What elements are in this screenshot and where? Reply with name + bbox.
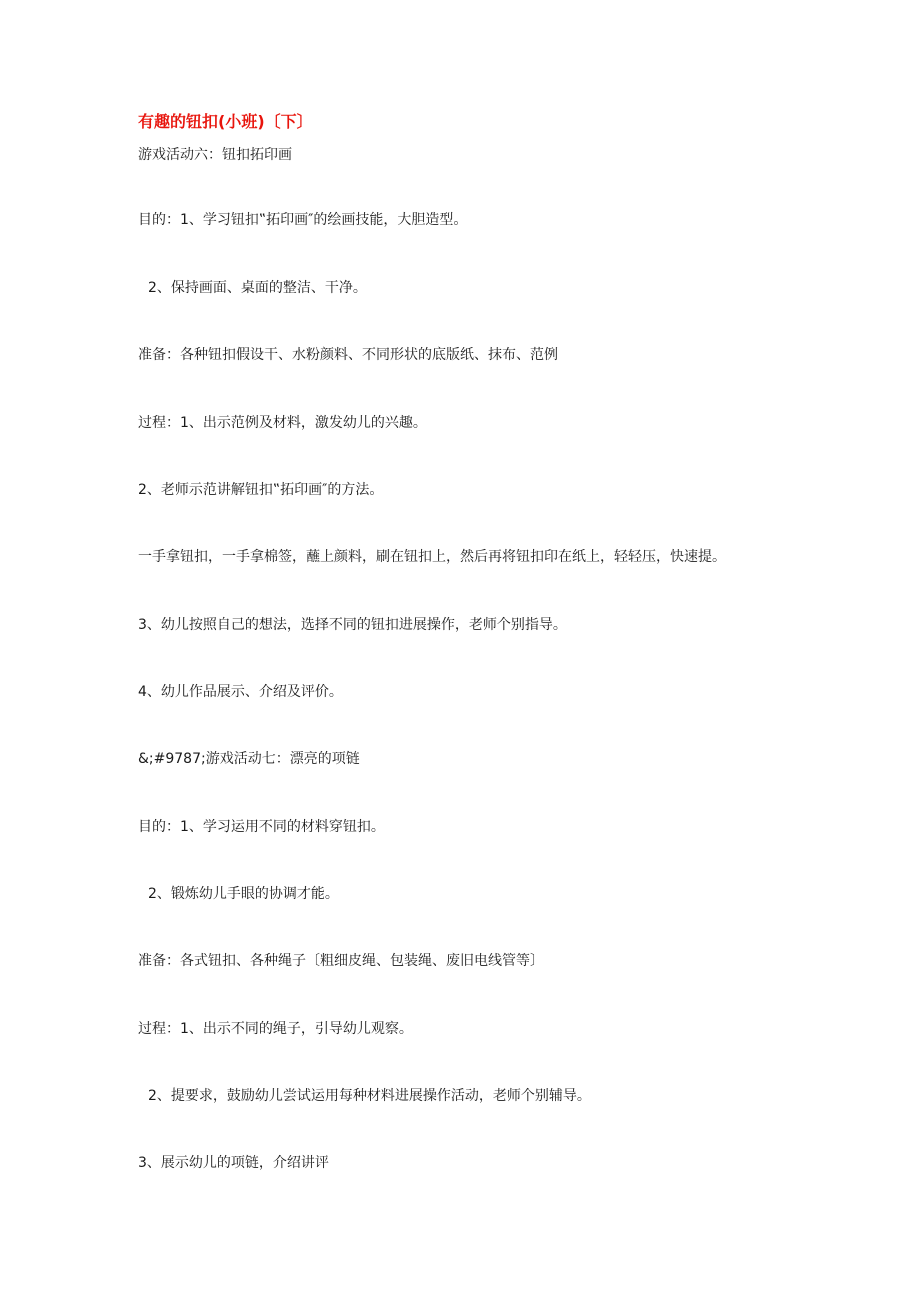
process-line-1: 过程：1、出示范例及材料，激发幼儿的兴趣。: [138, 415, 427, 431]
process-line-3: 3、幼儿按照自己的想法，选择不同的钮扣进展操作，老师个别指导。: [138, 617, 567, 633]
goal-line-1: 目的：1、学习钮扣‟拓印画″的绘画技能，大胆造型。: [138, 212, 468, 228]
goal7-line-1: 目的：1、学习运用不同的材料穿钮扣。: [138, 819, 385, 835]
process-detail-line: 一手拿钮扣，一手拿棉签，蘸上颜料，刷在钮扣上，然后再将钮扣印在纸上，轻轻压，快速提。: [138, 549, 726, 565]
activity-seven-heading: &;#9787;游戏活动七：漂亮的项链: [138, 751, 360, 767]
preparation-line: 准备：各种钮扣假设干、水粉颜料、不同形状的底版纸、抹布、范例: [138, 347, 558, 363]
process7-line-2: 2、提要求，鼓励幼儿尝试运用每种材料进展操作活动，老师个别辅导。: [148, 1088, 591, 1104]
process7-line-3: 3、展示幼儿的项链，介绍讲评: [138, 1155, 329, 1171]
document-title: 有趣的钮扣(小班)〔下〕: [138, 112, 313, 131]
activity-six-heading: 游戏活动六：钮扣拓印画: [138, 147, 292, 163]
goal7-line-2: 2、锻炼幼儿手眼的协调才能。: [148, 886, 339, 902]
process7-line-1: 过程：1、出示不同的绳子，引导幼儿观察。: [138, 1021, 413, 1037]
goal-line-2: 2、保持画面、桌面的整洁、干净。: [148, 280, 367, 296]
process-line-2: 2、老师示范讲解钮扣‟拓印画″的方法。: [138, 482, 384, 498]
process-line-4: 4、幼儿作品展示、介绍及评价。: [138, 684, 343, 700]
preparation7-line: 准备：各式钮扣、各种绳子〔粗细皮绳、包装绳、废旧电线管等〕: [138, 953, 544, 969]
